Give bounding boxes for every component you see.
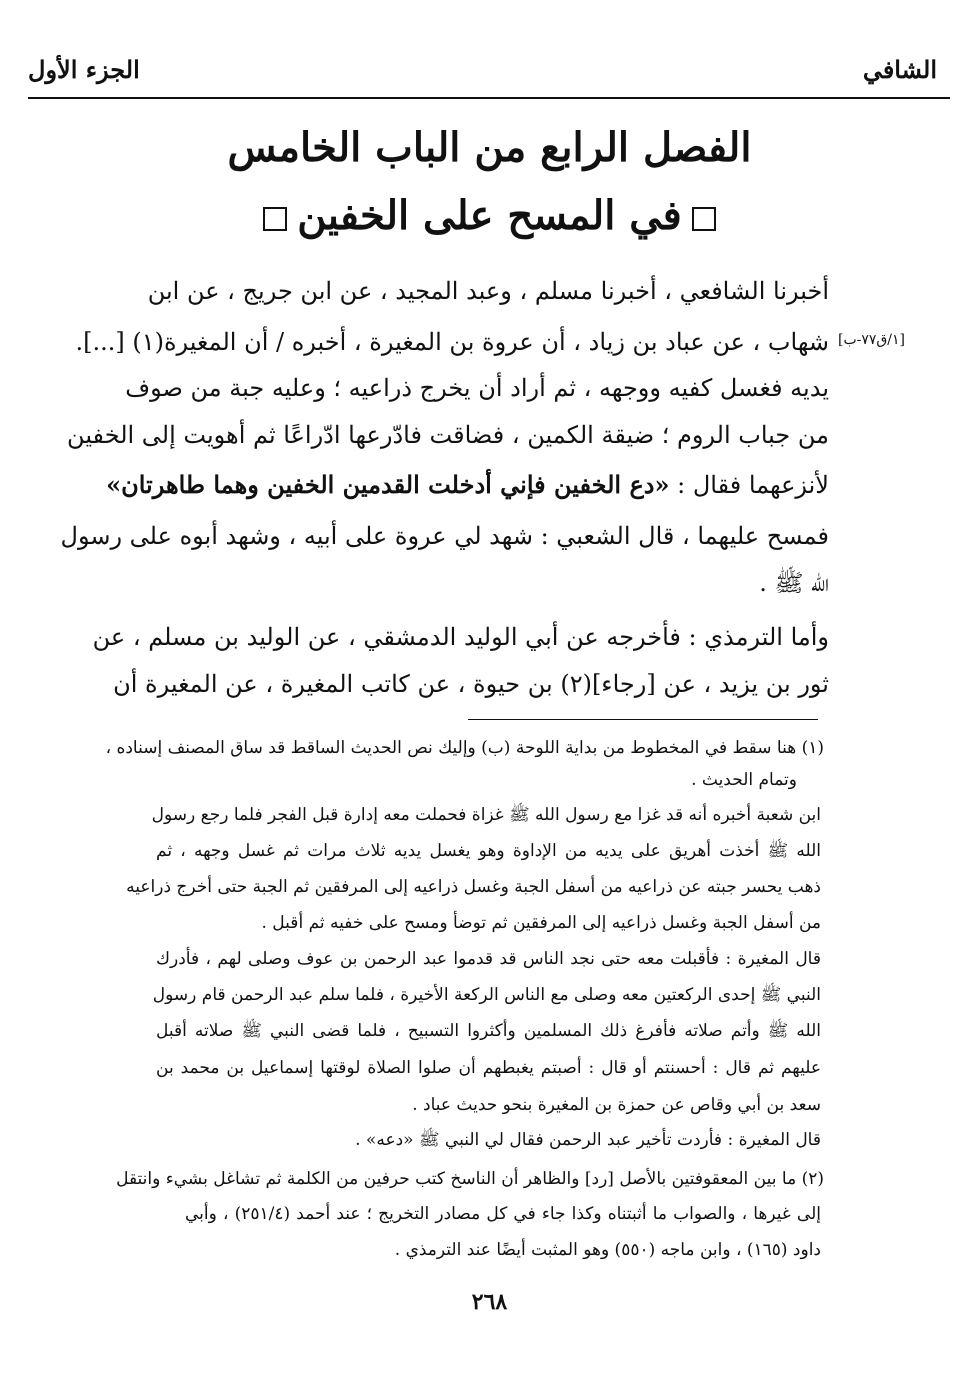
body-line: أخبرنا الشافعي ، أخبرنا مسلم ، وعبد المجيد ، عن ابن جريج ، عن ابن <box>147 277 829 305</box>
running-header-volume: الجزء الأول <box>28 55 140 84</box>
footnote-line: سعد بن أبي وقاص عن حمزة بن المغيرة بنحو حديث عباد . <box>412 1095 821 1115</box>
body-line: وأما الترمذي : فأخرجه عن أبي الوليد الدمشقي ، عن الوليد بن مسلم ، عن <box>92 623 829 651</box>
footnote-line: الله ﷺ وأتم صلاته فأفرغ ذلك المسلمين وأكثروا التسبيح ، فلما قضى النبي ﷺ صلاته أقبل <box>156 1021 821 1041</box>
page-number: ٢٦٨ <box>471 1289 508 1315</box>
header-divider <box>28 97 950 99</box>
chapter-title: الفصل الرابع من الباب الخامس <box>227 124 752 171</box>
footnote-line: (٢) ما بين المعقوفتين بالأصل [رد] والظاهر أن الناسخ كتب حرفين من الكلمة ثم تشاغل بشيء وانتقل <box>116 1169 824 1189</box>
ornament-square-icon <box>263 207 287 231</box>
footnote-line: داود (١٦٥) ، وابن ماجه (٥٥٠) وهو المثبت أيضًا عند الترمذي . <box>394 1240 821 1260</box>
footnote-line: ابن شعبة أخبره أنه قد غزا مع رسول الله ﷺ غزاة فحملت معه إدارة قبل الفجر فلما رجع رسول <box>151 805 821 825</box>
body-line: ثور بن يزيد ، عن [رجاء](٢) بن حيوة ، عن كاتب المغيرة ، عن المغيرة أن <box>113 670 829 698</box>
body-line-hadith <box>106 466 829 504</box>
footnote-line: النبي ﷺ إحدى الركعتين معه وصلى مع الناس الركعة الأخيرة ، فلما سلم عبد الرحمن قام رسول <box>152 985 821 1005</box>
ornament-square-icon <box>692 207 716 231</box>
footnote-line: ذهب يحسر جبته عن ذراعيه من أسفل الجبة وغسل ذراعيه إلى المرفقين ثم الجبة حتى أخرج ذراعيه <box>126 877 821 897</box>
hadith-quote: «دع الخفين فإني أدخلت القدمين الخفين وهما طاهرتان» <box>106 470 670 499</box>
footnote-line: عليهم ثم قال : أحسنتم أو قال : أصبتم يغبطهم أن صلوا الصلاة لوقتها إسماعيل بن محمد بن <box>156 1058 821 1078</box>
chapter-subtitle-text: في المسح على الخفين <box>297 192 682 239</box>
manuscript-margin-note: [١/ق٧٧-ب] <box>838 332 906 348</box>
footnote-line: وتمام الحديث . <box>691 770 797 790</box>
body-line: الله ﷺ . <box>759 569 829 597</box>
footnote-divider <box>468 719 818 720</box>
footnote-line: إلى غيرها ، والصواب ما أثبتناه وكذا جاء في كل مصادر التخريج ؛ عند أحمد (٢٥١/٤) ، وأبي <box>185 1204 821 1224</box>
body-line: من جباب الروم ؛ ضيقة الكمين ، فضاقت فادّرعها ادّراعًا ثم أهويت إلى الخفين <box>67 421 829 449</box>
body-line-text: لأنزعهما فقال : <box>677 471 829 499</box>
footnote-line: الله ﷺ أخذت أهريق على يديه من الإداوة وهو يغسل يديه ثلاث مرات ثم غسل وجهه ، ثم <box>156 841 821 861</box>
footnote-line: قال المغيرة : فأقبلت معه حتى نجد الناس قد قدموا عبد الرحمن بن عوف وصلى لهم ، فأدرك <box>156 949 821 969</box>
body-line: شهاب ، عن عباد بن زياد ، أن عروة بن المغيرة ، أخبره / أن المغيرة(١) [...]. <box>75 328 829 356</box>
chapter-subtitle <box>0 192 979 239</box>
footnote-line: (١) هنا سقط في المخطوط من بداية اللوحة (ب) وإليك نص الحديث الساقط قد ساق المصنف إسناده ، <box>105 738 824 758</box>
footnote-line: قال المغيرة : فأردت تأخير عبد الرحمن فقال لي النبي ﷺ «دعه» . <box>355 1130 821 1150</box>
body-line: فمسح عليهما ، قال الشعبي : شهد لي عروة على أبيه ، وشهد أبوه على رسول <box>60 522 829 550</box>
body-line: يديه فغسل كفيه ووجهه ، ثم أراد أن يخرج ذراعيه ؛ وعليه جبة من صوف <box>125 374 829 402</box>
footnote-line: من أسفل الجبة وغسل ذراعيه إلى المرفقين ثم توضأ ومسح على خفيه ثم أقبل . <box>261 913 821 933</box>
running-header-title: الشافي <box>862 55 937 84</box>
